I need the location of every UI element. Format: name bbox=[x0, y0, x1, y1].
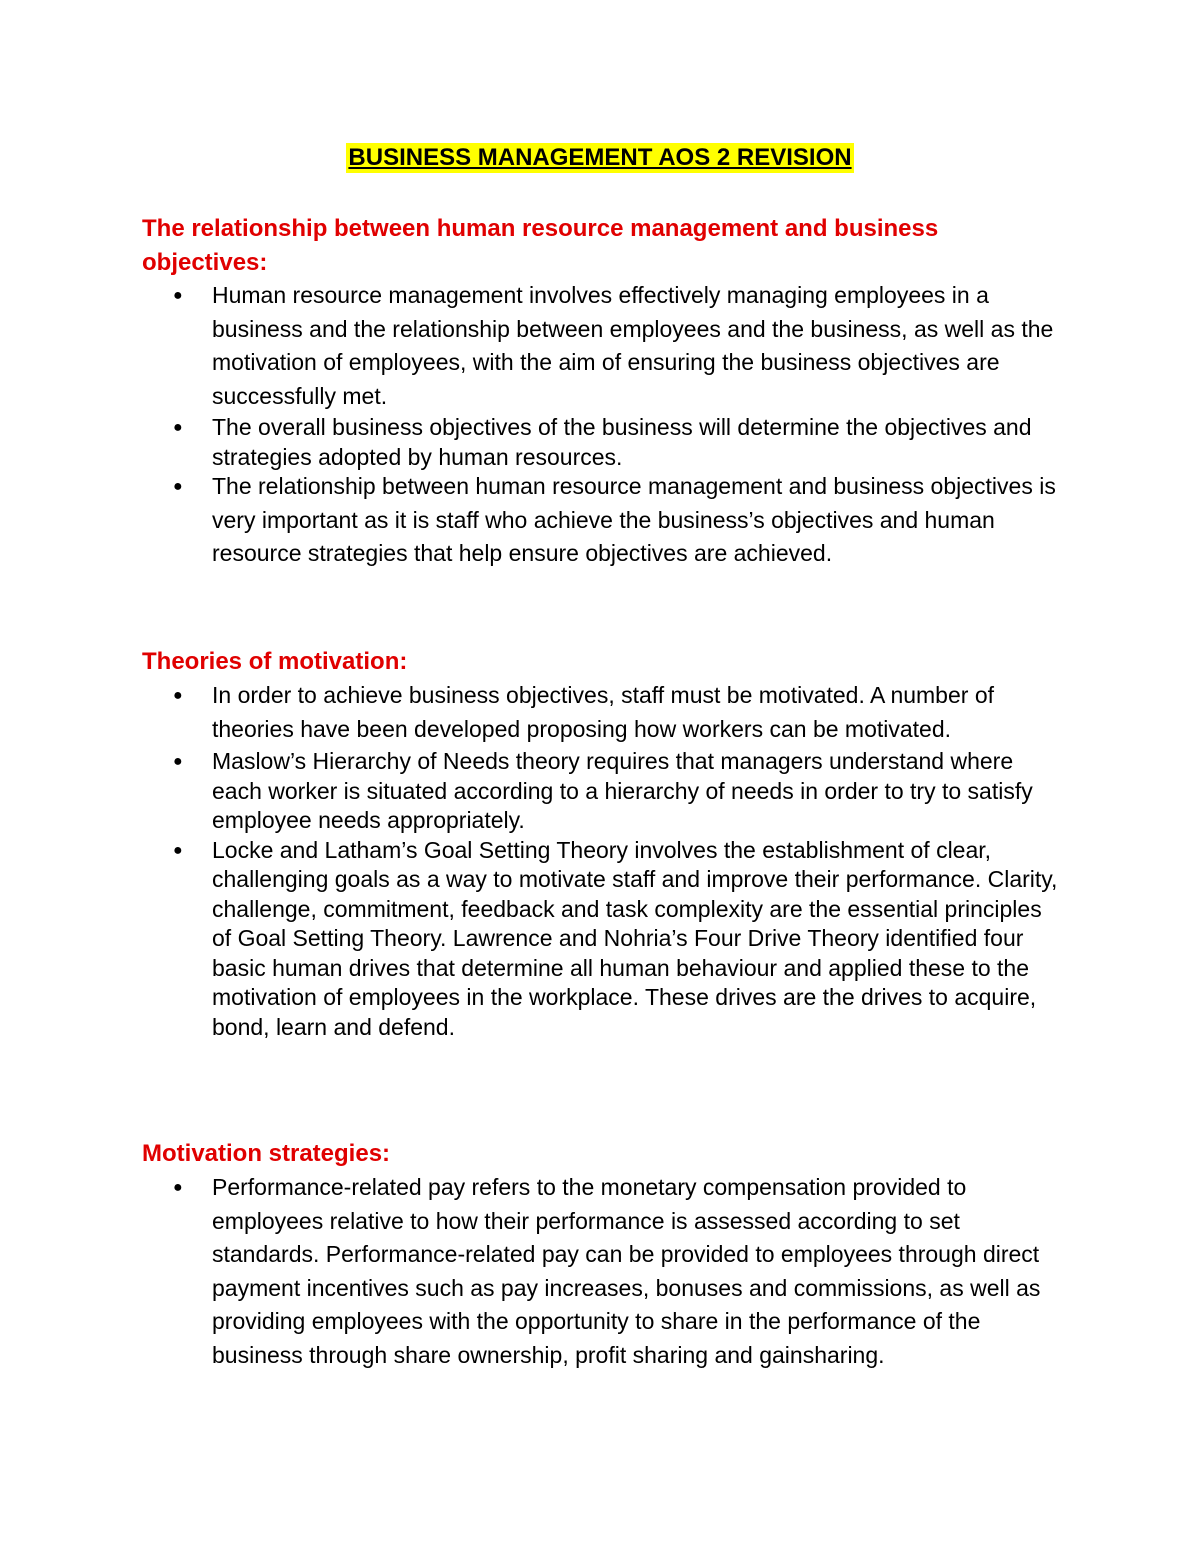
title-container bbox=[0, 143, 1200, 173]
list-item-text: Maslow’s Hierarchy of Needs theory requires that managers understand where each worker is situated according to a hierarchy of needs in order to try to satisfy employee needs appropriately. bbox=[212, 748, 1033, 833]
bullet-list bbox=[142, 679, 1062, 1042]
list-item bbox=[142, 279, 1062, 413]
list-item-text: Performance-related pay refers to the monetary compensation provided to employees relative to how their performance is assessed according to set standards. Performance-related pay can be provided to employees through direct payment incentives such as pay increases, bonuses and commissions, as well as providing employees with the opportunity to share in the performance of the business through share ownership, profit sharing and gainsharing. bbox=[212, 1174, 1041, 1368]
section-motivation-strategies bbox=[142, 1137, 1062, 1372]
section-hr-objectives bbox=[142, 212, 1062, 571]
list-item-text: The overall business objectives of the business will determine the objectives and strategies adopted by human resources. bbox=[212, 414, 1032, 470]
list-item bbox=[142, 836, 1062, 1043]
section-theories-of-motivation bbox=[142, 645, 1062, 1042]
bullet-icon: ● bbox=[173, 1179, 183, 1196]
section-heading: The relationship between human resource management and business objectives: bbox=[142, 215, 939, 276]
list-item-text: In order to achieve business objectives, staff must be motivated. A number of theories have been developed proposing how workers can be motivated. bbox=[212, 682, 994, 742]
bullet-icon: ● bbox=[173, 287, 183, 304]
bullet-icon: ● bbox=[173, 478, 183, 495]
list-item-text: Human resource management involves effectively managing employees in a business and the relationship between employees and the business, as well as the motivation of employees, with the aim of ensuring the business objectives are successfully met. bbox=[212, 282, 1054, 409]
list-item-text: Locke and Latham’s Goal Setting Theory involves the establishment of clear, challenging goals as a way to motivate staff and improve their performance. Clarity, challenge, commitment, feedback and task complexity are the essential principles of Goal Setting Theory. Lawrence and Nohria’s Four Drive Theory identified four basic human drives that determine all human behaviour and applied these to the motivation of employees in the workplace. These drives are the drives to acquire, bond, learn and defend. bbox=[212, 836, 1058, 1040]
bullet-list bbox=[142, 1171, 1062, 1372]
list-item bbox=[142, 413, 1062, 472]
list-item bbox=[142, 1171, 1062, 1372]
section-heading: Theories of motivation: bbox=[142, 648, 408, 675]
bullet-icon: ● bbox=[173, 753, 183, 770]
bullet-list bbox=[142, 279, 1062, 571]
list-item-text: The relationship between human resource management and business objectives is very important as it is staff who achieve the business’s objectives and human resource strategies that help ensure objectives are achieved. bbox=[212, 473, 1056, 566]
bullet-icon: ● bbox=[173, 841, 183, 859]
document-title: BUSINESS MANAGEMENT AOS 2 REVISION bbox=[348, 144, 852, 171]
bullet-icon: ● bbox=[173, 687, 183, 704]
list-item bbox=[142, 679, 1062, 746]
list-item bbox=[142, 470, 1062, 571]
bullet-icon: ● bbox=[173, 419, 183, 436]
section-heading: Motivation strategies: bbox=[142, 1140, 391, 1167]
list-item bbox=[142, 747, 1062, 836]
